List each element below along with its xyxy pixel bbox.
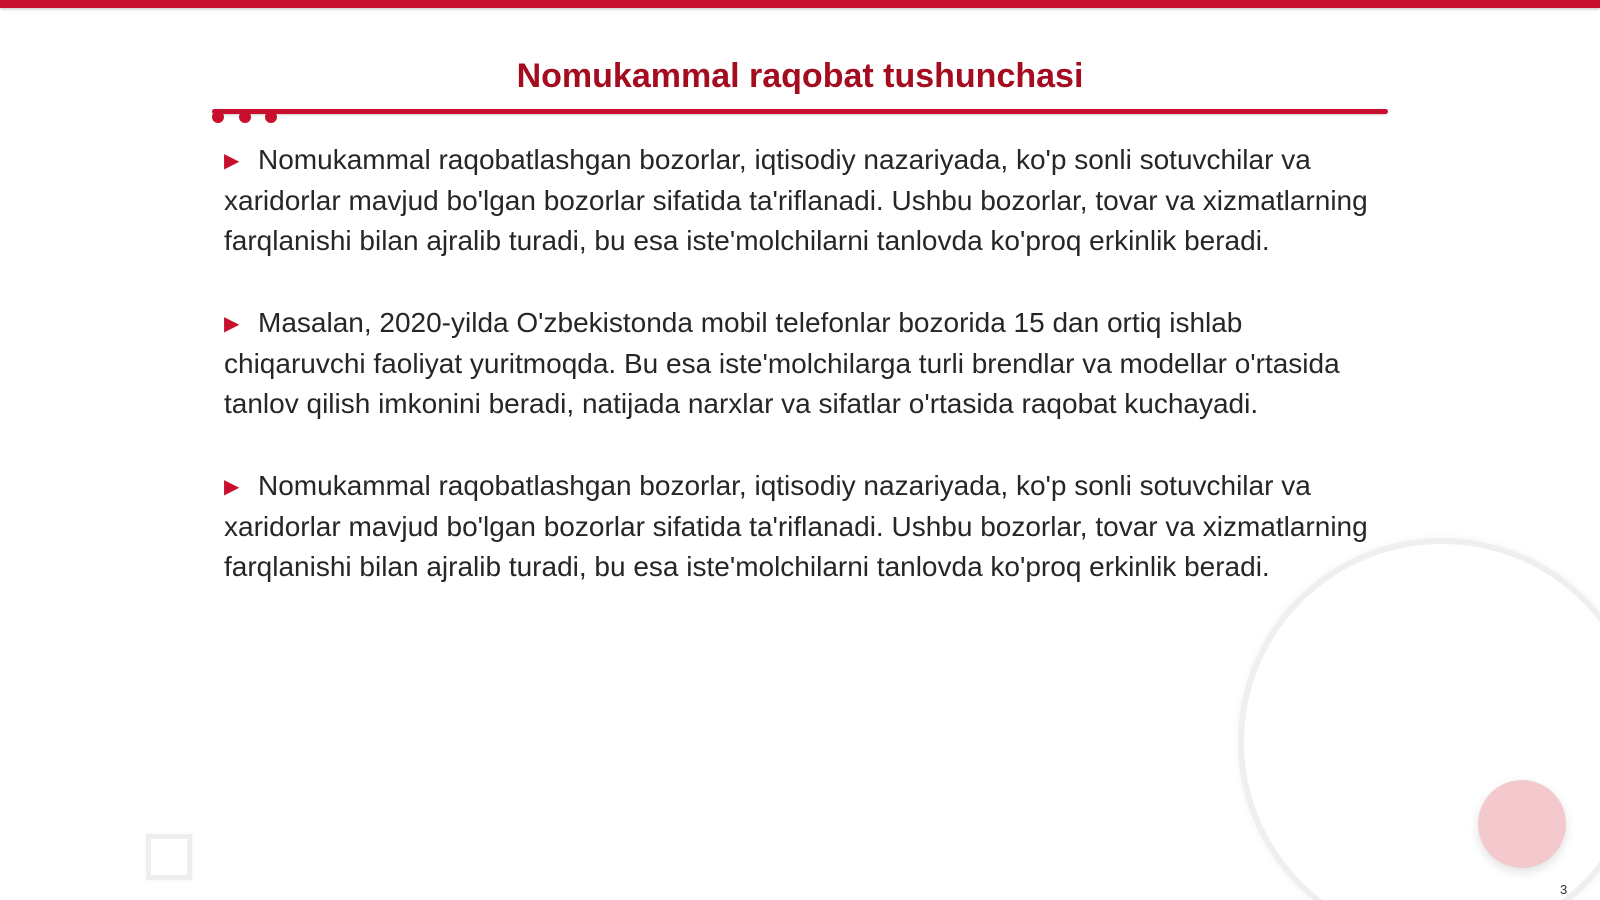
paragraph-text: Nomukammal raqobatlashgan bozorlar, iqtisodiy nazariyada, ko'p sonli sotuvchilar va xaridorlar mavjud bo'lgan bozorlar sifatida ta'riflanadi. Ushbu bozorlar, tovar va xizmatlarning farqlanishi bilan ajralib turadi, bu esa iste'molchilarni tanlovda ko'proq erkinlik beradi. [224, 470, 1368, 582]
slide-title: Nomukammal raqobat tushunchasi [516, 57, 1084, 95]
triangle-right-icon: ▶ [224, 313, 240, 335]
rule-dot [265, 111, 277, 123]
bullet-paragraph [224, 140, 1374, 261]
bullet-paragraph [224, 303, 1374, 424]
triangle-right-icon: ▶ [224, 150, 240, 172]
decorative-circle [1478, 780, 1566, 868]
bullet-paragraph [224, 466, 1374, 587]
title-underline [212, 109, 1388, 114]
rule-dot [239, 111, 251, 123]
paragraph-text: Masalan, 2020-yilda O'zbekistonda mobil telefonlar bozorida 15 dan ortiq ishlab chiqaruvchi faoliyat yuritmoqda. Bu esa iste'molchilarga turli brendlar va modellar o'rtasida tanlov qilish imkonini beradi, natijada narxlar va sifatlar o'rtasida raqobat kuchayadi. [224, 307, 1340, 419]
top-accent-bar [0, 0, 1600, 8]
decorative-square [146, 834, 192, 880]
rule-dot [212, 111, 224, 123]
page-number: 3 [1560, 882, 1568, 897]
triangle-right-icon: ▶ [224, 476, 240, 498]
paragraph-text: Nomukammal raqobatlashgan bozorlar, iqtisodiy nazariyada, ko'p sonli sotuvchilar va xaridorlar mavjud bo'lgan bozorlar sifatida ta'riflanadi. Ushbu bozorlar, tovar va xizmatlarning farqlanishi bilan ajralib turadi, bu esa iste'molchilarni tanlovda ko'proq erkinlik beradi. [224, 144, 1368, 256]
slide-content [224, 140, 1374, 629]
